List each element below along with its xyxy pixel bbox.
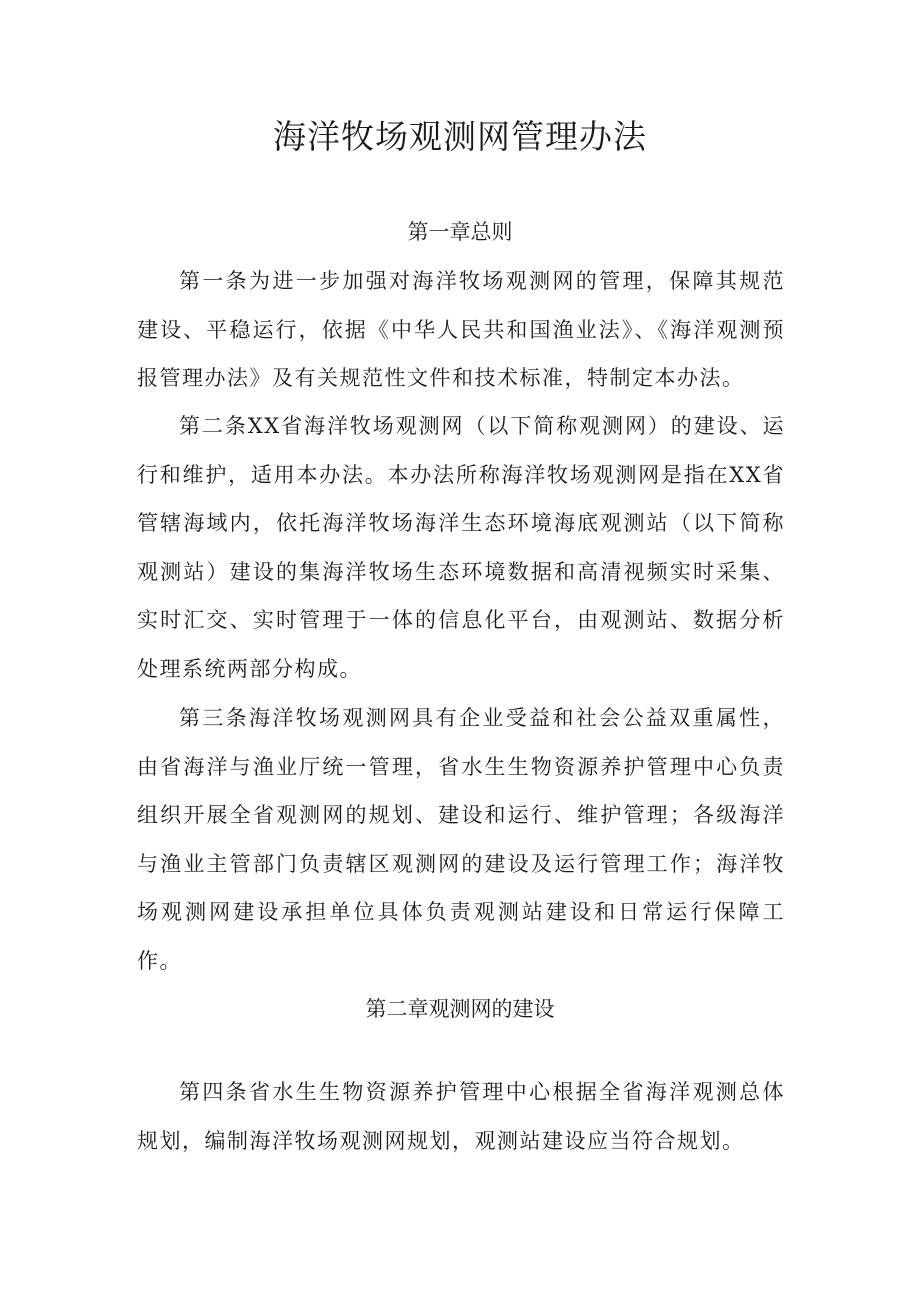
article-1: 第一条为进一步加强对海洋牧场观测网的管理，保障其规范建设、平稳运行，依据《中华人民共和国渔业法》、《海洋观测预报管理办法》及有关规范性文件和技术标准，特制定本办法。 bbox=[137, 269, 785, 391]
chapter-2-heading: 第二章观测网的建设 bbox=[365, 997, 555, 1021]
document-title: 海洋牧场观测网管理办法 bbox=[273, 117, 647, 156]
article-3: 第三条海洋牧场观测网具有企业受益和社会公益双重属性，由省海洋与渔业厅统一管理，省水生生物资源养护管理中心负责组织开展全省观测网的规划、建设和运行、维护管理；各级海洋与渔业主管部门负责辖区观测网的建设及运行管理工作；海洋牧场观测网建设承担单位具体负责观测站建设和日常运行保障工作。 bbox=[137, 706, 785, 973]
article-4: 第四条省水生生物资源养护管理中心根据全省海洋观测总体规划，编制海洋牧场观测网规划，观测站建设应当符合规划。 bbox=[137, 1080, 785, 1153]
article-2: 第二条XX省海洋牧场观测网（以下简称观测网）的建设、运行和维护，适用本办法。本办法所称海洋牧场观测网是指在XX省管辖海域内，依托海洋牧场海洋生态环境海底观测站（以下简称观测站）建设的集海洋牧场生态环境数据和高清视频实时采集、实时汇交、实时管理于一体的信息化平台，由观测站、数据分析处理系统两部分构成。 bbox=[137, 414, 785, 681]
chapter-1-heading: 第一章总则 bbox=[407, 220, 513, 244]
